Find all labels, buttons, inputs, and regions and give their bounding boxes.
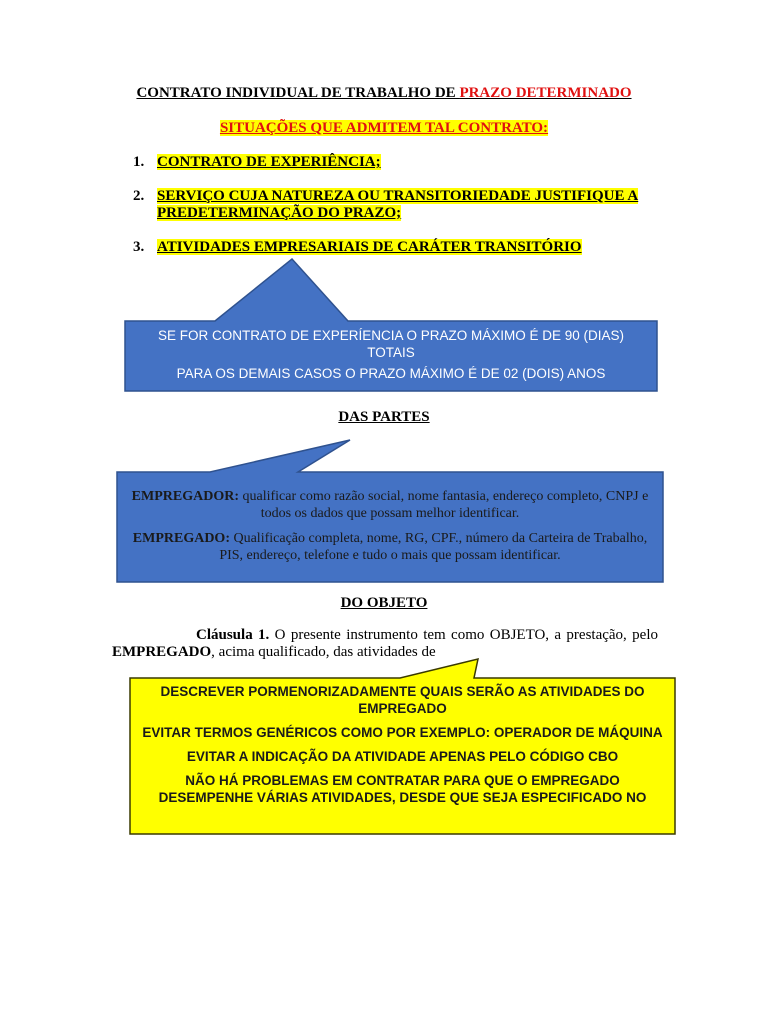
title-prefix: CONTRATO INDIVIDUAL DE TRABALHO DE (136, 85, 460, 101)
clause-label: Cláusula 1. (196, 627, 270, 643)
list-item-number: 2. (133, 188, 145, 204)
empregado-label: EMPREGADO: (132, 531, 230, 546)
subtitle-text: SITUAÇÕES QUE ADMITEM TAL CONTRATO: (219, 120, 549, 136)
empregado-text: Qualificação completa, nome, RG, CPF., número da Carteira de Trabalho, PIS, endereço, telefone e tudo o mais que possam identificar. (219, 531, 648, 563)
callout-3-line: DESCREVER PORMENORIZADAMENTE QUAIS SERÃO AS ATIVIDADES DO EMPREGADO (160, 684, 645, 716)
list-item-number: 3. (133, 239, 145, 255)
clause-text-2: , acima qualificado, das atividades de (211, 644, 436, 660)
list-item-text: CONTRATO DE EXPERIÊNCIA; (157, 154, 381, 170)
callout-3 (140, 683, 665, 806)
clause-text-1: O presente instrumento tem como OBJETO, a prestação, pelo (269, 627, 658, 643)
callout-1-line: PARA OS DEMAIS CASOS O PRAZO MÁXIMO É DE 02 (DOIS) ANOS (176, 366, 606, 381)
list-item-number: 1. (133, 154, 145, 170)
section-heading-do-objeto: DO OBJETO (340, 595, 428, 611)
title-highlight: PRAZO DETERMINADO (459, 85, 632, 101)
clause-bold: EMPREGADO (112, 644, 212, 660)
callout-2-empregado (125, 530, 655, 564)
empregador-text: qualificar como razão social, nome fantasia, endereço completo, CNPJ e todos os dados que possam melhor identificar. (238, 489, 649, 521)
clause-1 (112, 627, 658, 661)
callout-2 (125, 488, 655, 564)
callout-1 (135, 327, 647, 382)
callout-3-line: EVITAR A INDICAÇÃO DA ATIVIDADE APENAS PELO CÓDIGO CBO (186, 749, 619, 764)
callout-3-line: EVITAR TERMOS GENÉRICOS COMO POR EXEMPLO: OPERADOR DE MÁQUINA (142, 725, 663, 740)
callout-1-line: SE FOR CONTRATO DE EXPERÍENCIA O PRAZO MÁXIMO É DE 90 (DIAS) TOTAIS (157, 328, 625, 360)
section-heading-das-partes: DAS PARTES (338, 409, 430, 425)
callout-2-empregador (125, 488, 655, 522)
list-item-text: SERVIÇO CUJA NATUREZA OU TRANSITORIEDADE JUSTIFIQUE A PREDETERMINAÇÃO DO PRAZO; (157, 188, 639, 221)
callout-3-line: NÃO HÁ PROBLEMAS EM CONTRATAR PARA QUE O EMPREGADO DESEMPENHE VÁRIAS ATIVIDADES, DESDE QUE SEJA ESPECIFICADO NO (158, 773, 647, 805)
empregador-label: EMPREGADOR: (131, 489, 239, 504)
list-item-text: ATIVIDADES EMPRESARIAIS DE CARÁTER TRANSITÓRIO (157, 239, 582, 255)
